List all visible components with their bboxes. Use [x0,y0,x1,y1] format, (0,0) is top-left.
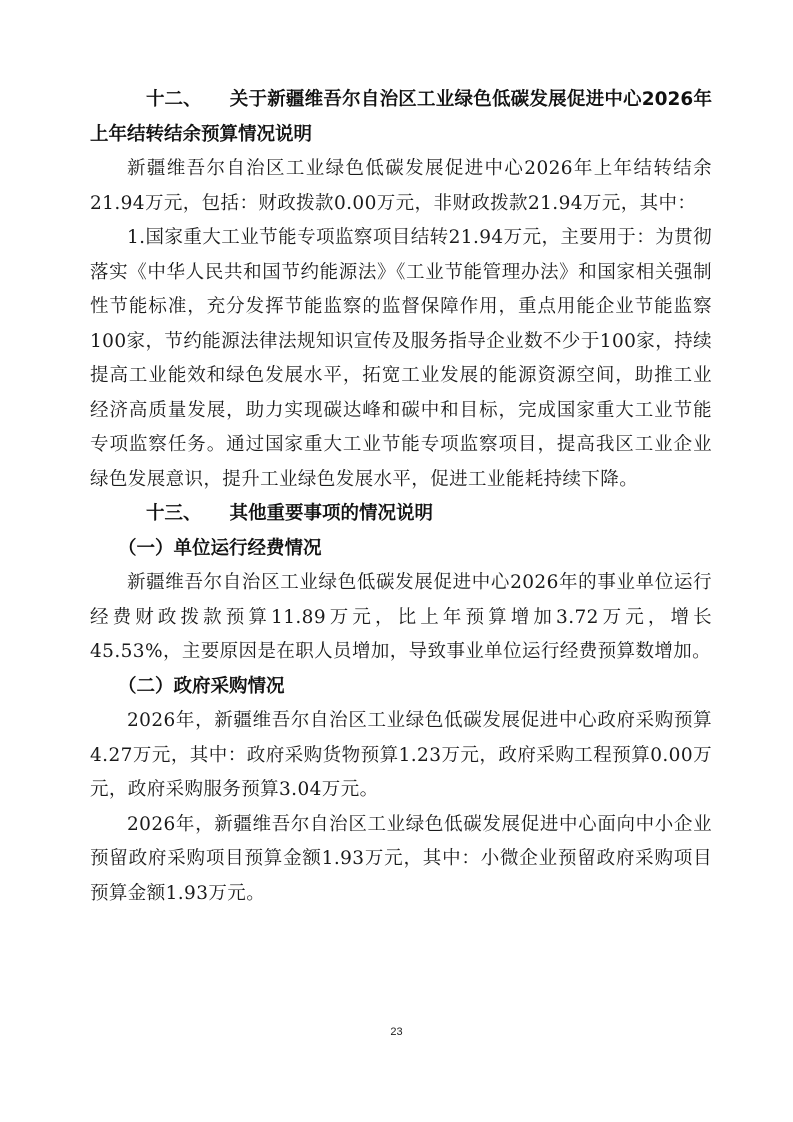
section-13-heading [90,497,712,532]
section-13-number: 十三、 [146,503,202,524]
section-12-paragraph-1: 新疆维吾尔自治区工业绿色低碳发展促进中心2026年上年结转结余21.94万元，包括：财政拨款0.00万元，非财政拨款21.94万元，其中： [90,158,712,214]
section-12-number: 十二、 [146,89,202,110]
section-12-title: 关于新疆维吾尔自治区工业绿色低碳发展促进中心2026年上年结转结余预算情况说明 [90,89,712,145]
section-13-title: 其他重要事项的情况说明 [229,503,434,524]
page-number: 23 [390,1026,403,1038]
page-content [90,83,712,911]
subsection-operating-funds-paragraph: 新疆维吾尔自治区工业绿色低碳发展促进中心2026年的事业单位运行经费财政拨款预算11.89万元，比上年预算增加3.72万元，增长45.53%，主要原因是在职人员增加，导致事业单位运行经费预算数增加。 [90,572,712,662]
section-12-paragraph-2: 1.国家重大工业节能专项监察项目结转21.94万元，主要用于：为贯彻落实《中华人民共和国节约能源法》《工业节能管理办法》和国家相关强制性节能标准，充分发挥节能监察的监督保障作用，重点用能企业节能监察100家，节约能源法律法规知识宣传及服务指导企业数不少于100家，持续提高工业能效和绿色发展水平，拓宽工业发展的能源资源空间，助推工业经济高质量发展，助力实现碳达峰和碳中和目标，完成国家重大工业节能专项监察任务。通过国家重大工业节能专项监察项目，提高我区工业企业绿色发展意识，提升工业绿色发展水平，促进工业能耗持续下降。 [90,227,712,490]
subsection-procurement-paragraph-2: 2026年，新疆维吾尔自治区工业绿色低碳发展促进中心面向中小企业预留政府采购项目预算金额1.93万元，其中：小微企业预留政府采购项目预算金额1.93万元。 [90,813,712,904]
section-12-heading [90,83,712,152]
subsection-procurement-heading: （二）政府采购情况 [118,675,285,697]
subsection-procurement-paragraph-1: 2026年，新疆维吾尔自治区工业绿色低碳发展促进中心政府采购预算4.27万元，其中：政府采购货物预算1.23万元，政府采购工程预算0.00万元，政府采购服务预算3.04万元。 [90,710,712,800]
subsection-operating-funds-heading: （一）单位运行经费情况 [118,537,322,559]
